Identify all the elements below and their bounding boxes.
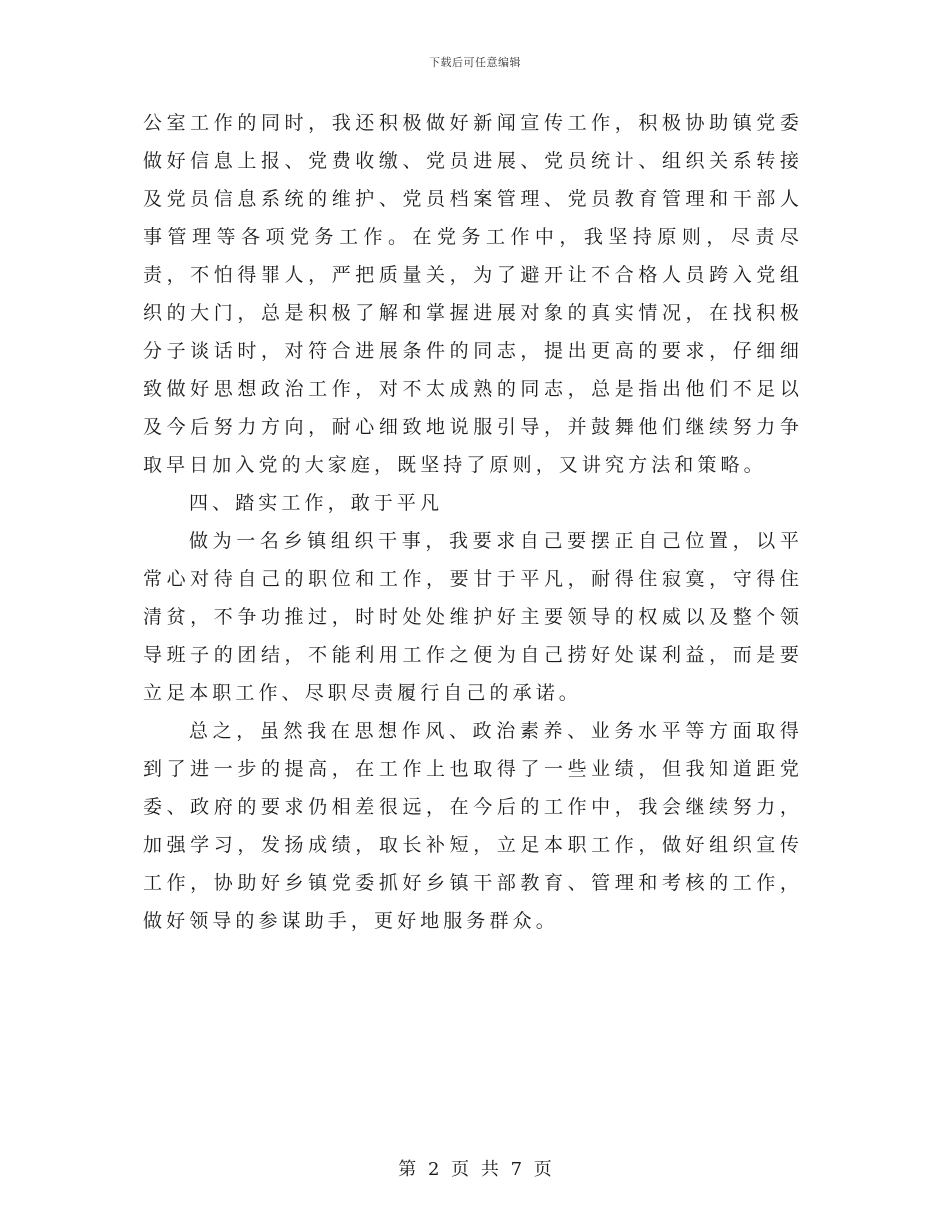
page-number-footer: 第 2 页 共 7 页 <box>398 1159 552 1180</box>
paragraph-ordinary-work: 做为一名乡镇组织干事，我要求自己要摆正自己位置，以平常心对待自己的职位和工作，要甘于平凡，耐得住寂寞，守得住清贫，不争功推过，时时处处维护好主要领导的权威以及整个领导班子的团结，不能利用工作之便为自己捞好处谋利益，而是要立足本职工作、尽职尽责履行自己的承诺。 <box>143 530 803 704</box>
paragraph-party-work: 公室工作的同时，我还积极做好新闻宣传工作，积极协助镇党委做好信息上报、党费收缴、党员进展、党员统计、组织关系转接及党员信息系统的维护、党员档案管理、党员教育管理和干部人事管理等各项党务工作。在党务工作中，我坚持原则，尽责尽责，不怕得罪人，严把质量关，为了避开让不合格人员跨入党组织的大门，总是积极了解和掌握进展对象的真实情况，在找积极分子谈话时，对符合进展条件的同志，提出更高的要求，仔细细致做好思想政治工作，对不太成熟的同志，总是指出他们不足以及今后努力方向，耐心细致地说服引导，并鼓舞他们继续努力争取早日加入党的大家庭，既坚持了原则，又讲究方法和策略。 <box>143 112 803 476</box>
document-body <box>143 104 803 940</box>
paragraph-conclusion: 总之，虽然我在思想作风、政治素养、业务水平等方面取得到了进一步的提高，在工作上也取得了一些业绩，但我知道距党委、政府的要求仍相差很远，在今后的工作中，我会继续努力，加强学习，发扬成绩，取长补短，立足本职工作，做好组织宣传工作，协助好乡镇党委抓好乡镇干部教育、管理和考核的工作，做好领导的参谋助手，更好地服务群众。 <box>143 720 803 932</box>
section-heading-4: 四、踏实工作，敢于平凡 <box>189 492 444 514</box>
page-header: 下载后可任意编辑 <box>429 56 521 69</box>
